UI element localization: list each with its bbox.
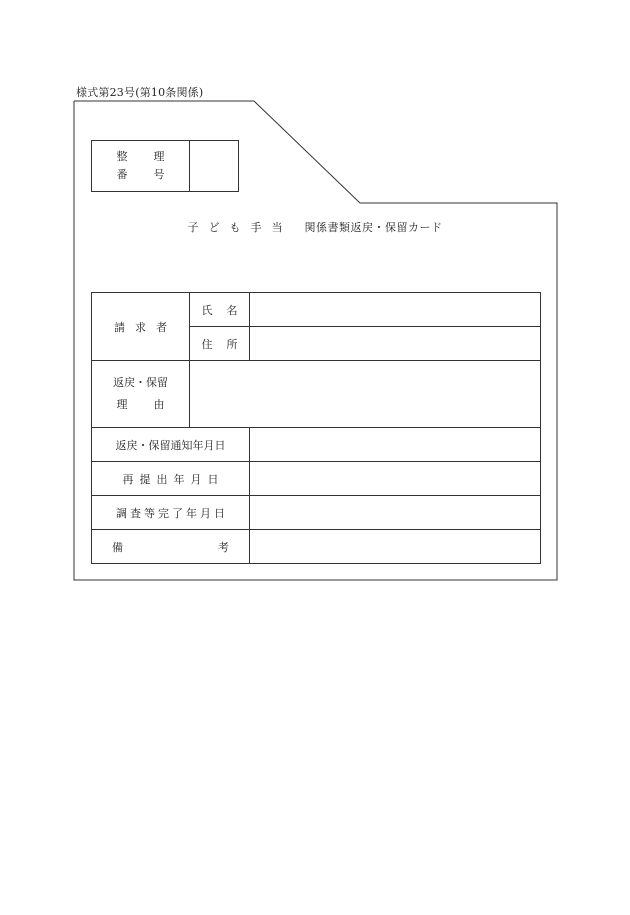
table-row bbox=[92, 361, 541, 428]
table-row bbox=[92, 462, 541, 496]
name-label: 氏名 bbox=[190, 293, 250, 327]
return-hold-table bbox=[91, 292, 541, 564]
address-label: 住所 bbox=[190, 327, 250, 361]
remarks-label: 備 考 bbox=[92, 530, 250, 564]
table-row bbox=[92, 293, 541, 327]
reference-label-line2: 番号 bbox=[116, 168, 191, 181]
resubmit-date-label: 再提出年月日 bbox=[92, 462, 250, 496]
reason-field[interactable] bbox=[190, 361, 541, 428]
form-number-label: 様式第23号(第10条関係) bbox=[76, 86, 204, 99]
reason-label bbox=[92, 361, 190, 428]
card-title-part2: 関係書類返戻・保留カード bbox=[304, 221, 443, 234]
table-row bbox=[92, 530, 541, 564]
notice-date-label: 返戻・保留通知年月日 bbox=[92, 428, 250, 462]
table-row bbox=[92, 428, 541, 462]
reference-number-box bbox=[91, 140, 239, 192]
reference-number-label bbox=[92, 141, 190, 192]
reason-label-line2: 理由 bbox=[116, 398, 191, 411]
address-field[interactable] bbox=[250, 327, 541, 361]
survey-complete-label: 調査等完了年月日 bbox=[92, 496, 250, 530]
name-field[interactable] bbox=[250, 293, 541, 327]
card-title-part1: 子ども手当 bbox=[187, 221, 293, 234]
table-row bbox=[92, 496, 541, 530]
reference-number-field[interactable] bbox=[190, 141, 239, 192]
reference-label-line1: 整理 bbox=[116, 150, 191, 163]
applicant-label: 請求者 bbox=[92, 293, 190, 361]
survey-complete-field[interactable] bbox=[250, 496, 541, 530]
resubmit-date-field[interactable] bbox=[250, 462, 541, 496]
card-title bbox=[60, 219, 570, 235]
reason-label-line1: 返戻・保留 bbox=[113, 376, 168, 389]
notice-date-field[interactable] bbox=[250, 428, 541, 462]
remarks-field[interactable] bbox=[250, 530, 541, 564]
